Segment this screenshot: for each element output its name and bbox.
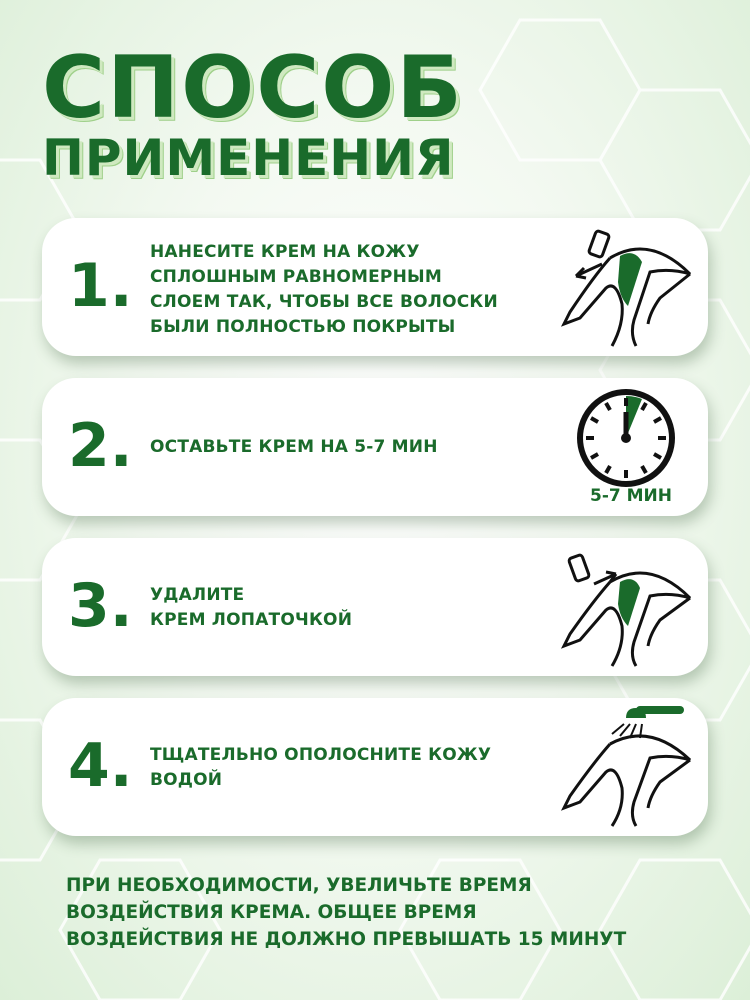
step-text-line: СПЛОШНЫМ РАВНОМЕРНЫМ xyxy=(150,267,442,287)
step-text-line: БЫЛИ ПОЛНОСТЬЮ ПОКРЫТЫ xyxy=(150,317,456,337)
timer-label: 5-7 МИН xyxy=(589,486,672,506)
step-text-line: ТЩАТЕЛЬНО ОПОЛОСНИТЕ КОЖУ xyxy=(150,745,492,765)
step-number: 1. xyxy=(68,251,133,321)
footer-line: ПРИ НЕОБХОДИМОСТИ, УВЕЛИЧЬТЕ ВРЕМЯ xyxy=(66,875,532,896)
step-number: 2. xyxy=(68,411,133,481)
step-text-line: УДАЛИТЕ xyxy=(150,585,245,605)
shower-legs-icon xyxy=(550,704,700,830)
step-text xyxy=(150,583,570,633)
step-text xyxy=(150,435,570,460)
footer-line: ВОЗДЕЙСТВИЯ НЕ ДОЛЖНО ПРЕВЫШАТЬ 15 МИНУТ xyxy=(66,929,627,950)
step-text-line: ВОДОЙ xyxy=(150,770,223,790)
timer-icon xyxy=(574,386,678,490)
step-card-2 xyxy=(42,378,708,516)
step-card-1 xyxy=(42,218,708,356)
page-subtitle: ПРИМЕНЕНИЯ xyxy=(42,129,455,187)
step-card-3 xyxy=(42,538,708,676)
remove-cream-legs-icon xyxy=(550,548,700,670)
footer-line: ВОЗДЕЙСТВИЯ КРЕМА. ОБЩЕЕ ВРЕМЯ xyxy=(66,902,477,923)
step-text-line: СЛОЕМ ТАК, ЧТОБЫ ВСЕ ВОЛОСКИ xyxy=(150,292,498,312)
step-text-line: НАНЕСИТЕ КРЕМ НА КОЖУ xyxy=(150,242,420,262)
apply-cream-legs-icon xyxy=(550,228,700,350)
footer-note xyxy=(66,872,626,953)
step-number: 4. xyxy=(68,731,133,801)
step-text xyxy=(150,240,570,340)
page-title: СПОСОБ xyxy=(42,38,464,138)
step-text xyxy=(150,743,570,793)
step-text-line: ОСТАВЬТЕ КРЕМ НА 5-7 МИН xyxy=(150,437,438,457)
step-card-4 xyxy=(42,698,708,836)
step-number: 3. xyxy=(68,571,133,641)
step-text-line: КРЕМ ЛОПАТОЧКОЙ xyxy=(150,610,353,630)
